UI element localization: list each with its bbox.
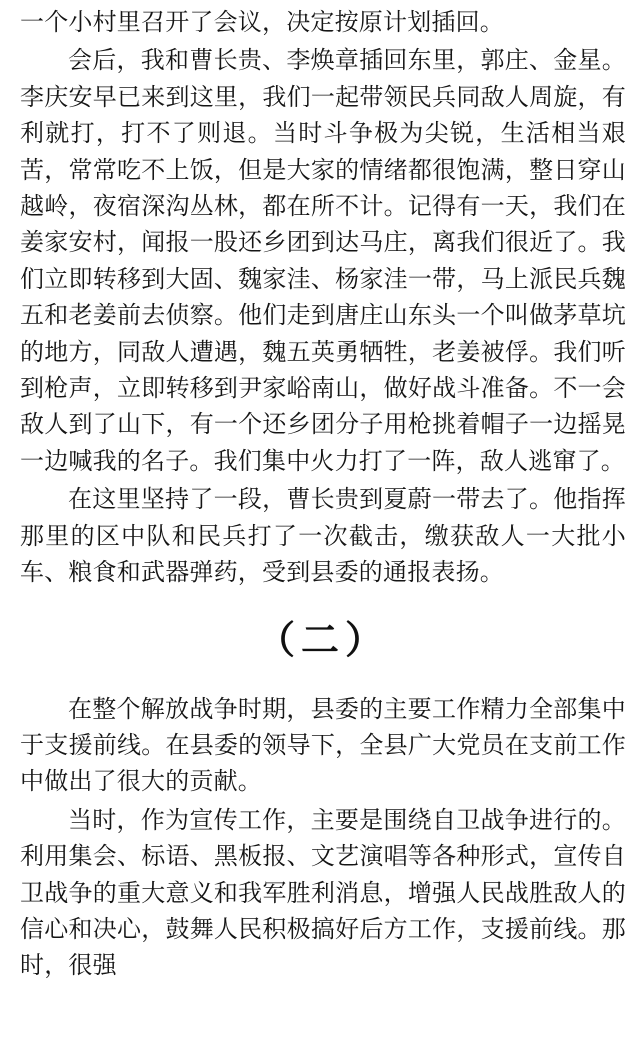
- section-heading: （二）: [256, 618, 389, 663]
- paragraph-propaganda-work: 当时，作为宣传工作，主要是围绕自卫战争进行的。利用集会、标语、黑板报、文艺演唱等各种形式，宣传自卫战争的重大意义和我军胜利消息，增强人民战胜敌人的信心和决心，鼓舞人民积极搞好后方工作，支援前线。那时，很强: [20, 805, 626, 980]
- paragraph-support-frontline: 在整个解放战争时期，县委的主要工作精力全部集中于支援前线。在县委的领导下，全县广大党员在支前工作中做出了很大的贡献。: [20, 694, 626, 796]
- paragraph-cao-changgui: 在这里坚持了一段，曹长贵到夏蔚一带去了。他指挥那里的区中队和民兵打了一次截击，缴获敌人一大批小车、粮食和武器弹药，受到县委的通报表扬。: [20, 485, 626, 587]
- paragraph-guerrilla-account: 会后，我和曹长贵、李焕章插回东里，郭庄、金星。李庆安早已来到这里，我们一起带领民兵同敌人周旋，有利就打，打不了则退。当时斗争极为尖锐，生活相当艰苦，常常吃不上饭，但是大家的情绪都很饱满，整日穿山越岭，夜宿深沟丛林，都在所不计。记得有一天，我们在姜家安村，闻报一股还乡团到达马庄，离我们很近了。我们立即转移到大固、魏家洼、杨家洼一带，马上派民兵魏五和老姜前去侦察。他们走到唐庄山东头一个叫做茅草坑的地方，同敌人遭遇，魏五英勇牺牲，老姜被俘。我们听到枪声，立即转移到尹家峪南山，做好战斗准备。不一会敌人到了山下，有一个还乡团分子用枪挑着帽子一边摇晃一边喊我的名子。我们集中火力打了一阵，敌人逃窜了。: [20, 46, 626, 475]
- section-heading-wrap: [20, 591, 626, 691]
- paragraph-opening-line: 一个小村里召开了会议，决定按原计划插回。: [20, 8, 504, 36]
